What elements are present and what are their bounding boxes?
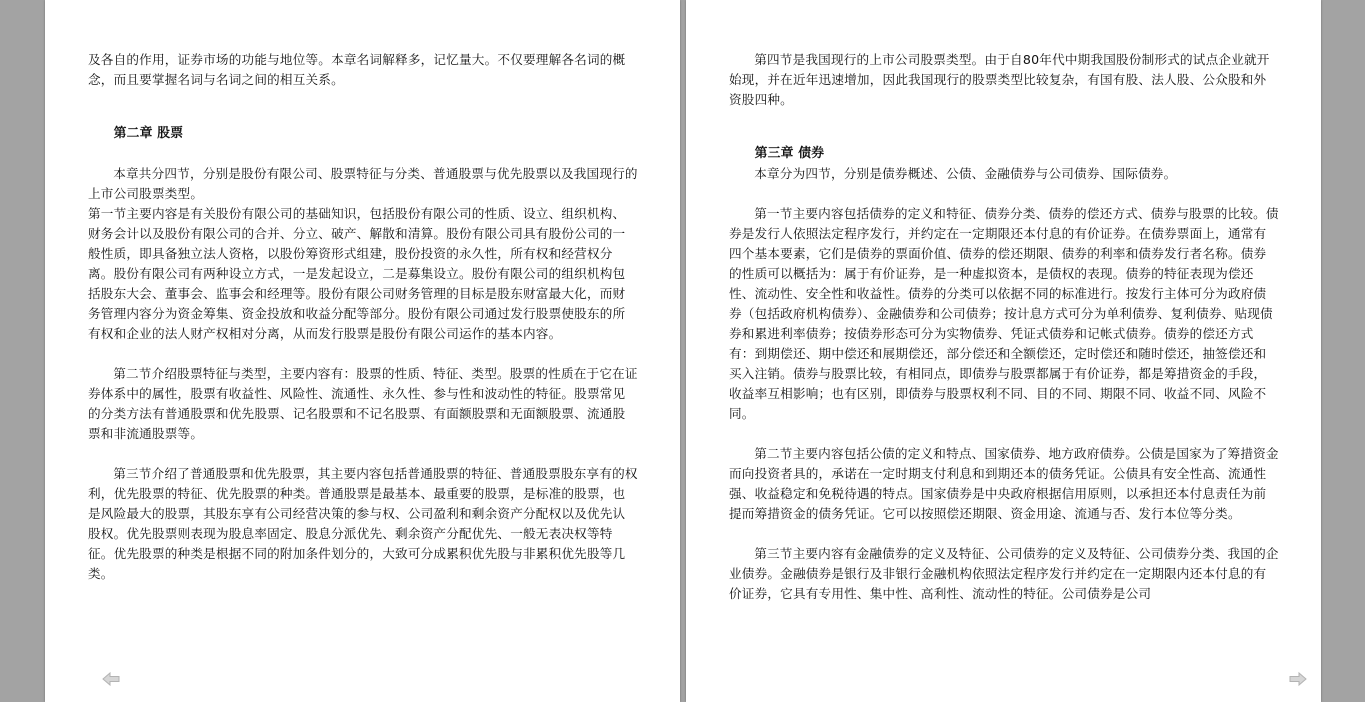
paragraph-intro: 及各自的作用，证券市场的功能与地位等。本章名词解释多，记忆量大。不仅要理解各名词的概念，而且要掌握名词与名词之间的相互关系。 bbox=[88, 52, 626, 87]
page-right-content bbox=[729, 50, 1279, 604]
page-left-content bbox=[88, 50, 638, 584]
paragraph-section-1: 第一节主要内容是有关股份有限公司的基础知识，包括股份有限公司的性质、设立、组织机构、财务会计以及股份有限公司的合并、分立、破产、解散和清算。股份有限公司具有股份公司的一般性质，即具备独立法人资格，以股份筹资形式组建，股份投资的永久性，所有权和经营权分离。股份有限公司有两种设立方式，一是发起设立，二是募集设立。股份有限公司的组织机构包括股东大会、董事会、监事会和经理等。股份有限公司财务管理的目标是股东财富最大化，而财务管理内容分为资金筹集、资金投放和收益分配等部分。股份有限公司通过发行股票使股东的所有权和企业的法人财产权相对分离，从而发行股票是股份有限公司运作的基本内容。 bbox=[88, 206, 626, 341]
paragraph-section-4: 第四节是我国现行的上市公司股票类型。由于自80年代中期我国股份制形式的试点企业就开始现，并在近年迅速增加，因此我国现行的股票类型比较复杂，有国有股、法人股、公众股和外资股四种。 bbox=[729, 52, 1270, 107]
chapter-3-heading: 第三章 债券 bbox=[754, 146, 825, 161]
paragraph-section-3: 第三节介绍了普通股票和优先股票，其主要内容包括普通股票的特征、普通股票股东享有的权利，优先股票的特征、优先股票的种类。普通股票是最基本、最重要的股票，是标准的股票，也是风险最大的股票，其股东享有公司经营决策的参与权、公司盈利和剩余资产分配权以及优先认股权。优先股票则表现为股息率固定、股息分派优先、剩余资产分配优先、一般无表决权等特征。优先股票的种类是根据不同的附加条件划分的，大致可分成累积优先股与非累积优先股等几类。 bbox=[88, 466, 638, 581]
chapter-2-heading: 第二章 股票 bbox=[113, 126, 184, 141]
document-page-right bbox=[686, 0, 1321, 702]
paragraph-section-2: 第二节介绍股票特征与类型，主要内容有：股票的性质、特征、类型。股票的性质在于它在证券体系中的属性，股票有收益性、风险性、流通性、永久性、参与性和波动性的特征。股票常见的分类方法有普通股票和优先股票、记名股票和不记名股票、有面额股票和无面额股票、流通股票和非流通股票等。 bbox=[88, 366, 638, 441]
paragraph-bond-section-2: 第二节主要内容包括公债的定义和特点、国家债券、地方政府债券。公债是国家为了筹措资金而向投资者具的，承诺在一定时期支付利息和到期还本的债务凭证。公债具有安全性高、流通性强、收益稳定和免税待遇的特点。国家债券是中央政府根据信用原则，以承担还本付息责任为前提而筹措资金的债务凭证。它可以按照偿还期限、资金用途、流通与否、发行本位等分类。 bbox=[729, 446, 1279, 521]
arrow-right-icon[interactable] bbox=[1289, 671, 1307, 687]
paragraph-chapter-3-overview: 本章分为四节，分别是债券概述、公债、金融债券与公司债券、国际债券。 bbox=[754, 166, 1177, 181]
paragraph-bond-section-1: 第一节主要内容包括债券的定义和特征、债券分类、债券的偿还方式、债券与股票的比较。债券是发行人依照法定程序发行，并约定在一定期限还本付息的有价证券。在债券票面上，通常有四个基本要素，它们是债券的票面价值、债券的偿还期限、债券的利率和债券发行者名称。债券的性质可以概括为：属于有价证券，是一种虚拟资本，是债权的表现。债券的特征表现为偿还性、流动性、安全性和收益性。债券的分类可以依据不同的标准进行。按发行主体可分为政府债券（包括政府机构债券）、金融债券和公司债券；按计息方式可分为单利债券、复利债券、贴现债券和累进利率债券；按债券形态可分为实物债券、凭证式债券和记帐式债券。债券的偿还方式有：到期偿还、期中偿还和展期偿还，部分偿还和全额偿还，定时偿还和随时偿还，抽签偿还和买入注销。债券与股票比较，有相同点，即债券与股票都属于有价证券，都是筹措资金的手段，收益率互相影响；也有区别，即债券与股票权利不同、目的不同、期限不同、收益不同、风险不同。 bbox=[729, 206, 1279, 421]
paragraph-chapter-2-overview: 本章共分四节，分别是股份有限公司、股票特征与分类、普通股票与优先股票以及我国现行的上市公司股票类型。 bbox=[88, 166, 638, 201]
arrow-left-icon[interactable] bbox=[102, 671, 120, 687]
paragraph-bond-section-3: 第三节主要内容有金融债券的定义及特征、公司债券的定义及特征、公司债券分类、我国的企业债券。金融债券是银行及非银行金融机构依照法定程序发行并约定在一定期限内还本付息的有价证券，它具有专用性、集中性、高利性、流动性的特征。公司债券是公司 bbox=[729, 546, 1279, 601]
document-page-left bbox=[45, 0, 680, 702]
